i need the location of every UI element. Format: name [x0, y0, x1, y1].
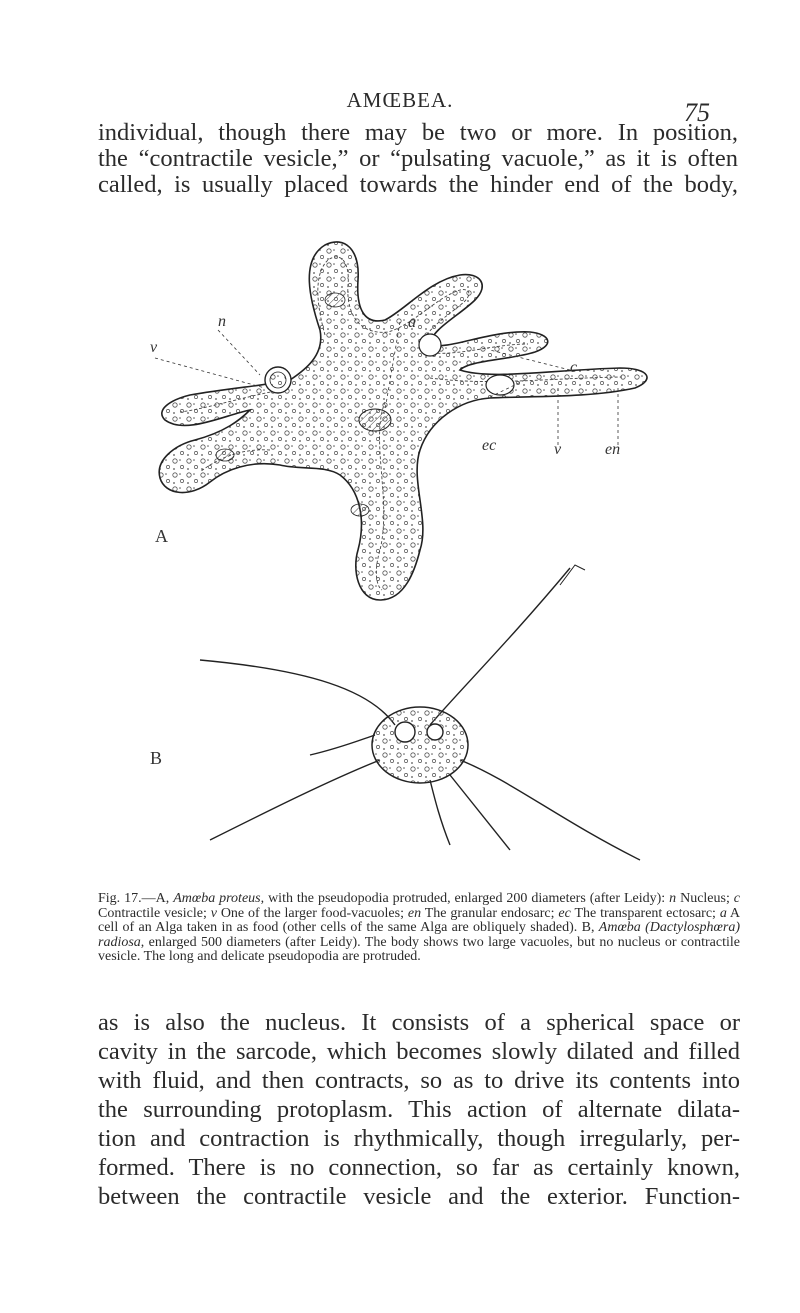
caption-text: , enlarged 500 diameters (after Leidy). The body shows two large vacuoles, but no nucleus or contractile vesicle. The long and delicate pseudopodia are protruded.	[98, 934, 740, 964]
label-a: a	[408, 314, 416, 331]
text-line: formed. There is no connection, so far as certainly known,	[98, 1154, 740, 1181]
text-line: with fluid, and then contracts, so as to drive its contents into	[98, 1067, 740, 1094]
label-B: B	[150, 748, 163, 768]
caption-key: ec	[558, 905, 571, 921]
caption-key: c	[733, 891, 741, 906]
caption-key: a	[719, 905, 727, 921]
bottom-paragraph	[98, 1008, 740, 1211]
amoeba-illustration	[130, 220, 690, 880]
caption-key: n	[669, 891, 677, 906]
label-ec: ec	[482, 437, 497, 454]
text-line: between the contractile vesicle and the exterior. Function-	[98, 1183, 740, 1210]
radiosa-pseudopod	[430, 780, 450, 845]
radiosa-pseudopod	[310, 735, 375, 755]
amoeba-radiosa-figure	[200, 565, 640, 860]
radiosa-pseudopod	[430, 568, 570, 725]
label-A: A	[155, 526, 168, 546]
caption-text: Nucleus;	[676, 891, 734, 906]
caption-species: Amœba proteus	[173, 891, 261, 906]
caption-text: Contractile vesicle;	[98, 905, 211, 921]
caption-key: v	[210, 905, 217, 921]
radiosa-pseudopod	[200, 660, 395, 725]
top-paragraph	[98, 120, 738, 198]
amoeba-proteus-figure	[155, 242, 647, 600]
caption-text: One of the larger food-vacuoles;	[216, 905, 408, 921]
text-line: the surrounding protoplasm. This action of alternate dilata-	[98, 1096, 740, 1123]
text-line: cavity in the sarcode, which becomes slowly dilated and filled	[98, 1038, 740, 1065]
caption-text: A cell of an Alga taken in as food (other cells of the same Alga are obliquely shaded). B,	[98, 905, 741, 935]
food-vacuole	[486, 375, 514, 395]
caption-fig-label: Fig. 17.—A,	[98, 891, 174, 906]
label-v-right: v	[554, 441, 562, 458]
caption-text: The granular endosarc;	[421, 905, 559, 921]
label-en: en	[605, 441, 621, 458]
text-line: called, is usually placed towards the hinder end of the body,	[98, 171, 738, 198]
caption-key: en	[407, 905, 422, 921]
radiosa-pseudopod	[450, 775, 510, 850]
radiosa-body	[372, 707, 468, 783]
label-n: n	[218, 313, 226, 330]
amoeba-body-outline	[159, 242, 647, 600]
text-line: tion and contraction is rhythmically, though irregularly, per-	[98, 1125, 740, 1152]
radiosa-pseudopod	[460, 760, 640, 860]
text-line: as is also the nucleus. It consists of a spherical space or	[98, 1009, 740, 1036]
label-c: c	[570, 359, 578, 376]
page-number: 75	[684, 98, 710, 127]
caption-species: Amœba (Dactylosphœra) radiosa	[98, 920, 740, 950]
radiosa-vacuole	[427, 724, 443, 740]
caption-text: , with the pseudopodia protruded, enlarged 200 diameters (after Leidy):	[260, 891, 670, 906]
radiosa-vacuole	[395, 722, 415, 742]
alga-cell	[359, 409, 391, 431]
radiosa-pseudopod	[210, 760, 380, 840]
figure-17	[130, 220, 690, 880]
running-head: AMŒBEA.	[346, 88, 454, 112]
text-line: the “contractile vesicle,” or “pulsating vacuole,” as it is often	[98, 145, 738, 172]
label-v-left: v	[150, 339, 158, 356]
contractile-vesicle	[419, 334, 441, 356]
text-line: individual, though there may be two or more. In position,	[98, 119, 738, 146]
figure-caption	[98, 892, 740, 965]
caption-text: The transparent ectosarc;	[570, 905, 720, 921]
